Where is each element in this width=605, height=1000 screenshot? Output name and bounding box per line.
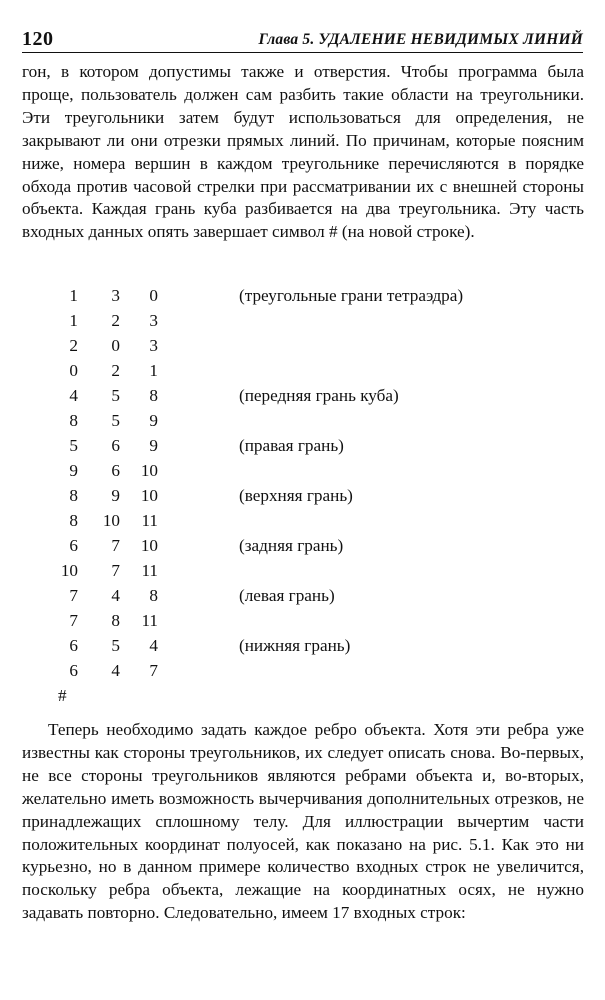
triangle-row [50, 336, 550, 361]
vertex-index: 9 [111, 486, 120, 505]
vertex-index: 7 [149, 661, 158, 680]
vertex-index: 8 [111, 611, 120, 630]
triangle-row [50, 386, 550, 411]
terminator-symbol: # [58, 686, 67, 705]
page-number: 120 [22, 28, 54, 50]
vertex-index: 5 [69, 436, 78, 455]
vertex-index: 5 [111, 636, 120, 655]
face-comment: (левая грань) [239, 586, 335, 605]
face-comment: (задняя грань) [239, 536, 344, 555]
vertex-index: 8 [69, 486, 78, 505]
vertex-index: 6 [111, 461, 120, 480]
vertex-index: 4 [111, 661, 120, 680]
vertex-index: 10 [140, 461, 158, 480]
paragraph-bottom [22, 719, 584, 925]
vertex-index: 5 [111, 411, 120, 430]
vertex-index: 4 [111, 586, 120, 605]
triangle-row [50, 661, 550, 686]
vertex-index: 0 [149, 286, 158, 305]
triangle-row [50, 561, 550, 586]
vertex-index: 3 [149, 336, 158, 355]
vertex-index: 11 [141, 511, 158, 530]
vertex-index: 8 [69, 411, 78, 430]
vertex-index: 11 [141, 611, 158, 630]
vertex-index: 1 [69, 286, 78, 305]
triangle-row [50, 536, 550, 561]
vertex-index: 8 [149, 586, 158, 605]
triangle-row [50, 486, 550, 511]
page-header [22, 28, 583, 53]
vertex-index: 1 [149, 361, 158, 380]
triangle-row [50, 511, 550, 536]
face-comment: (правая грань) [239, 436, 344, 455]
vertex-index: 6 [111, 436, 120, 455]
triangle-row [50, 411, 550, 436]
vertex-index: 7 [69, 586, 78, 605]
vertex-index: 4 [69, 386, 78, 405]
triangle-data-listing [50, 286, 550, 711]
paragraph-top [22, 61, 584, 244]
vertex-index: 5 [111, 386, 120, 405]
face-comment: (верхняя грань) [239, 486, 353, 505]
vertex-index: 10 [140, 536, 158, 555]
vertex-index: 8 [149, 386, 158, 405]
vertex-index: 11 [141, 561, 158, 580]
triangle-row [50, 361, 550, 386]
paragraph-top-text: гон, в котором допустимы также и отверстия. Чтобы программа была проще, пользователь должен сам разбить такие области на треугольники. Эти треугольники затем будут использоваться для определения, не закрывают ли они отрезки прямых линий. По причинам, которые поясним ниже, номера вершин в каждом треугольнике перечисляются в порядке обхода против часовой стрелки при рассматривании их с внешней стороны объекта. Каждая грань куба разбивается на два треугольника. Эту часть входных данных опять завершает символ # (на новой строке). [22, 62, 584, 242]
vertex-index: 2 [69, 336, 78, 355]
triangle-row [50, 611, 550, 636]
vertex-index: 3 [111, 286, 120, 305]
vertex-index: 9 [149, 436, 158, 455]
running-title: Глава 5. УДАЛЕНИЕ НЕВИДИМЫХ ЛИНИЙ [258, 31, 583, 48]
terminator-row [50, 686, 550, 711]
face-comment: (передняя грань куба) [239, 386, 399, 405]
vertex-index: 9 [69, 461, 78, 480]
face-comment: (нижняя грань) [239, 636, 351, 655]
triangle-row [50, 311, 550, 336]
vertex-index: 9 [149, 411, 158, 430]
vertex-index: 10 [102, 511, 120, 530]
triangle-row [50, 636, 550, 661]
triangle-row [50, 461, 550, 486]
vertex-index: 3 [149, 311, 158, 330]
vertex-index: 7 [111, 536, 120, 555]
vertex-index: 10 [140, 486, 158, 505]
vertex-index: 4 [149, 636, 158, 655]
vertex-index: 7 [111, 561, 120, 580]
vertex-index: 2 [111, 311, 120, 330]
triangle-row [50, 286, 550, 311]
vertex-index: 6 [69, 536, 78, 555]
vertex-index: 6 [69, 661, 78, 680]
vertex-index: 7 [69, 611, 78, 630]
triangle-row [50, 436, 550, 461]
vertex-index: 0 [69, 361, 78, 380]
paragraph-bottom-text: Теперь необходимо задать каждое ребро объекта. Хотя эти ребра уже известны как стороны треугольников, их следует описать снова. Во-первых, не все стороны треугольников являются ребрами объекта и, во-вторых, желательно иметь возможность вычерчивания дополнительных отрезков, не принадлежащих сплошному телу. Для иллюстрации вычертим части положительных координат полуосей, как показано на рис. 5.1. Как это ни курьезно, но в данном примере количество входных строк не увеличится, поскольку ребра объекта, лежащие на координатных осях, не нужно задавать повторно. Следовательно, имеем 17 входных строк: [22, 720, 584, 923]
triangle-row [50, 586, 550, 611]
vertex-index: 10 [60, 561, 78, 580]
vertex-index: 8 [69, 511, 78, 530]
vertex-index: 0 [111, 336, 120, 355]
face-comment: (треугольные грани тетраэдра) [239, 286, 464, 305]
vertex-index: 1 [69, 311, 78, 330]
vertex-index: 6 [69, 636, 78, 655]
vertex-index: 2 [111, 361, 120, 380]
